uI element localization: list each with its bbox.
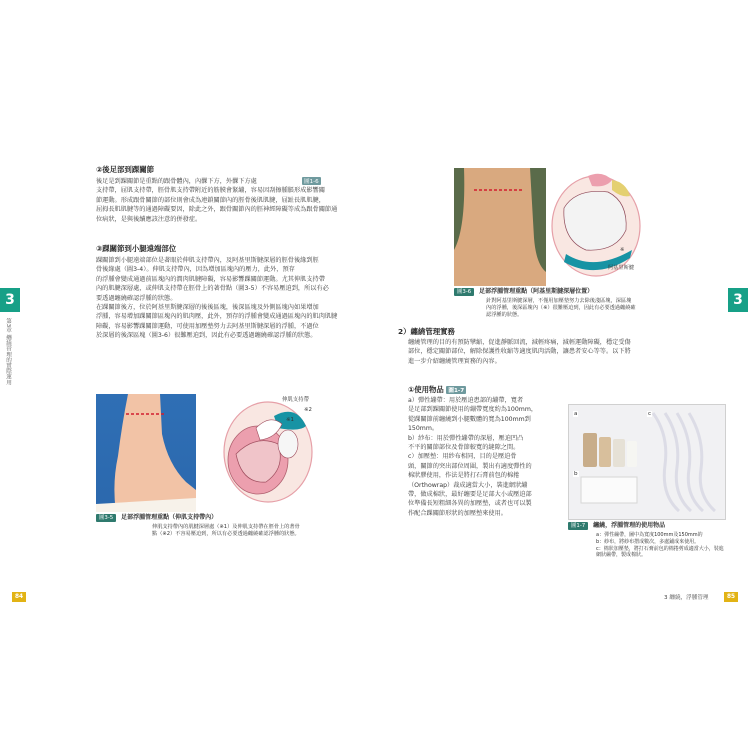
para-line: 踝關節到小腿遠端部位是著眼於伸肌支持帶內，及阿基里斯腱深層的脛骨後緣到脛 [96,257,319,264]
para-line: 不平的關節部位及骨節較寬的縫隙之間。 [408,444,520,452]
fig7-caption-body [596,532,726,559]
para-line: 作配合踝關節形狀的加壓墊來使用。 [408,509,507,517]
side-chapter-label: 第3章 纏繞管理的實際運用 [5,318,11,385]
para-line: 障礙，容易影響踝關節運動，可使用加壓墊努力去阿基里斯腱深層的浮腫，不過位 [96,322,319,330]
fig5-label-1: 伸肌支持帶 [282,397,309,403]
footer-chapter-number: 3 [664,595,668,601]
left-page [14,148,352,618]
section-2-title: ②後足部到踝關節 [96,165,154,174]
para-line: a）彈性繃帶：用於壓迫患部的繃帶，寬者 [408,397,524,404]
para-line: 的浮腫會變成通過前區塊內的潤肉肌腱障礙，容易影響踝關節運動。尤其伸肌支持帶 [96,275,325,283]
para-line: 骨後緣處（圖3-4）。伸肌支持帶內，因為增加區塊內的壓力，此外，預存 [96,266,295,274]
fig5-label-3: ※2 [304,407,312,413]
fig7-letter-a: a [574,411,578,417]
ankle-photo [96,394,196,512]
section-2-body-right [408,338,718,366]
para-line: 要透過纏繞確認浮腫的狀態。 [96,294,177,302]
para-line: 位病狀，是與後續應該注意的併發症。 [96,215,202,223]
fig6-label-2: 阿基里斯腱 [608,265,634,271]
para-line: 內的肌腱深層處，或伸肌支持帶在脛骨上的著骨點（圖3-5）不容易壓迫到，所以有必 [96,285,329,293]
footer-title: 纏繞，浮腫管理 [669,595,709,601]
caption-line: c：棉狀加壓墊，將打石膏前包的棉捲剪成適當大小，裝進網狀繃帶，製成棉狀。 [596,545,724,559]
page-number-right: 85 [724,592,738,602]
supplies-photo [568,404,726,520]
para-line: 部位，穩定關節部位，解除保護性收縮等適度肌肉活動，讓患者安心等等。以下將 [408,348,631,356]
right-page [396,148,736,618]
fig6-caption [454,288,654,296]
footer-chapter-title [664,593,709,601]
para-line: c）加壓墊：用紗布相同，目的是壓迫骨 [408,453,517,461]
fig5-caption-body: 伸肌支持帶內的肌腱深層處（※1）及伸肌支持帶在脛骨上的著骨點（※2）不容易壓迫到，所以有必要透過纏繞確認浮腫的狀態。 [152,524,300,537]
para-line: 是足部到踝關節使用的繃帶寬度約為100mm， [408,406,538,414]
para-line: 棉狀膠使用，作法是將打石膏前包的棉捲 [408,472,520,480]
section-3-body [96,256,346,341]
supplies-illustration [569,405,725,519]
fig7-letter-b: b [574,471,578,477]
fig7-caption-title: 纏繞，浮腫管理的使用物品 [593,522,666,529]
para-line: 進一步介紹纏繞管理實務的內容。 [408,357,501,365]
para-line: 支持帶，屈肌支持帶，脛骨肌支持帶附近的筋膜會緊繃，容易因刮擦腫脹形成影響關 [96,187,325,195]
fig6-caption-tag: 圖3-6 [454,288,474,296]
fig6-caption-title: 足部浮腫管理重點（阿基里斯腱深層位置） [479,288,594,295]
para-line: b）紗布：用於彈性繃帶的深層，壓迫凹凸 [408,434,524,442]
section-2-title-right: 2）纏繞管理實務 [398,327,455,336]
para-line: 150mm。 [408,425,439,433]
cross-section-diagram-2 [546,168,652,286]
para-line: 節運動。形成跟骨關節的部位則會成為連鎖關節內的脛骨後肌肌腱，屈趾長肌肌腱， [96,196,325,204]
fig5-caption-tag: 圖3-5 [96,514,116,522]
fig7-caption-tag: 圖1-7 [568,522,588,530]
fig6-label-1: ※ [620,247,625,253]
caption-line: a：彈性繃帶，圖中為寬度100mm及150mm的 [596,532,703,538]
para-line: （Orthowrap）裁成適當大小，裝進網狀繃 [408,481,528,489]
para-line: 帶，做成棉狀，最好纏要是足部大小或壓迫部 [408,491,532,499]
fig-ref-badge: 圖1-6 [304,179,319,185]
use-items-title [408,384,466,395]
use-items-ref: 圖1-7 [448,388,465,394]
para-line: 從踝關節前纏繞到小腿數體的寬為100mm到 [408,415,531,423]
caption-line: b：紗布，將紗布摺成數次，多處鋪成來使用。 [596,538,700,545]
para-line: 在踝關節後方，位於阿基里斯腱深層的後後區塊，後深區塊及外側區塊內如果增加 [96,304,319,312]
use-items-title-text: ①使用物品 [408,385,444,394]
heel-photo-illustration [454,168,546,286]
section-3-title: ③踝關節到小腿遠端部位 [96,244,177,253]
fig5-caption [96,514,346,522]
fig5-label-2: ※1 [286,417,294,423]
para-line: 纏繞管理的目的有預防攣縮，促進靜脈回流，減輕疼痛，減輕運動障礙，穩定受傷 [408,339,631,346]
use-items-body [408,396,560,518]
heel-photo [454,168,546,286]
para-line: 位準備長短粗細各異的加壓墊，或者也可以製 [408,500,532,508]
para-line: 於深層的後深區塊（圖3-6）很難壓迫到，因此有必要透過纏繞確認浮腫的狀態。 [96,332,317,340]
ankle-photo-illustration [96,394,196,512]
para-line: 後足是到踝關節是重點的跟骨體內，內髁下方，外髁下方處 [96,178,257,185]
para-line: 頭，關節的突出部位周圍，製出有適度彈性的 [408,462,532,470]
para-line: 浮腫，容易增加踝關節區塊內的肌肉壓，此外，預存的浮腫會變成通過區塊內的肌肉肌腱 [96,313,338,321]
fig7-letter-c: c [648,411,652,417]
fig7-caption [568,522,728,530]
para-line: 屈拇長肌肌腱等的通過障礙要因，除此之外，跟骨關節內的脛神經障礙等成為跟骨關節通 [96,206,338,214]
fig6-caption-body: 針對阿基里斯腱深層，不僅用加壓墊努力去除後淺區塊，深區塊內的浮腫，後深區塊內（※）很難壓迫到，因此有必要透過纏繞確認浮腫的狀態。 [486,298,636,318]
page-number-left: 84 [12,592,26,602]
fig5-caption-title: 足部浮腫管理重點（伸肌支持帶內） [121,514,218,521]
chapter-tab-right: 3 [728,288,748,312]
chapter-tab-left: 3 [0,288,20,312]
